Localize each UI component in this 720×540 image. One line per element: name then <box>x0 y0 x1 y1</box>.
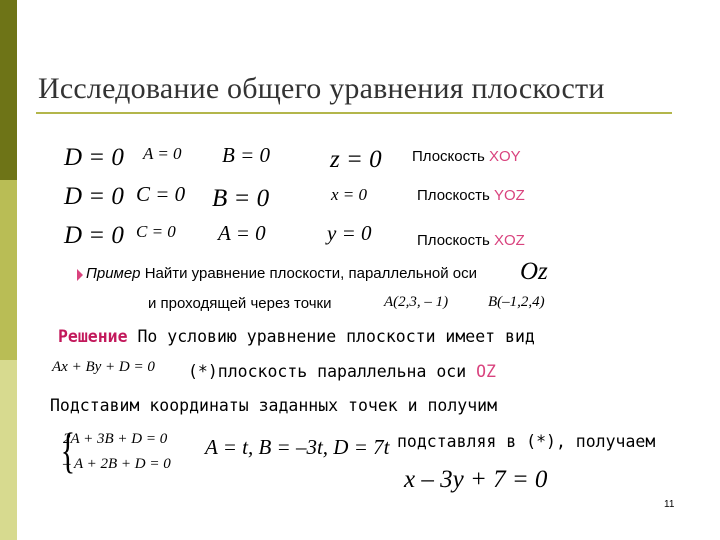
sidebar-band-light <box>0 360 17 540</box>
row1-equation: z = 0 <box>330 146 382 173</box>
solution-substituting-text: подставляя в (*), получаем <box>397 432 656 451</box>
row2-cond-b: B = 0 <box>212 185 270 212</box>
example-label: Пример <box>86 265 141 282</box>
row2-cond-d: D = 0 <box>64 183 124 210</box>
example-axis-oz: Oz <box>520 258 548 285</box>
solution-note-axis: OZ <box>476 362 496 381</box>
example-text1: Найти уравнение плоскости, параллельной оси <box>144 265 477 282</box>
solution-line <box>58 329 535 346</box>
row1-plane-axes: XOY <box>488 148 521 165</box>
row2-cond-c: C = 0 <box>136 182 186 206</box>
row3-cond-c: C = 0 <box>136 222 176 241</box>
row3-plane-prefix: Плоскость <box>417 232 490 249</box>
example-point-b: B(–1,2,4) <box>488 294 545 310</box>
row2-equation: x = 0 <box>331 185 368 204</box>
solution-general-equation: Ax + By + D = 0 <box>52 359 155 375</box>
solution-result-equation: x – 3y + 7 = 0 <box>404 466 548 493</box>
slide-title: Исследование общего уравнения плоскости <box>38 72 605 105</box>
row1-plane-prefix: Плоскость <box>412 148 485 165</box>
row3-equation: y = 0 <box>327 221 372 245</box>
bullet-arrow-icon <box>77 269 83 281</box>
sidebar-band-mid <box>0 180 17 360</box>
row3-plane-label <box>417 233 525 248</box>
row2-plane-axes: YOZ <box>493 187 525 204</box>
row1-cond-d: D = 0 <box>64 144 124 171</box>
system-equation-1: 2A + 3B + D = 0 <box>63 431 168 447</box>
row1-plane-label <box>412 149 521 164</box>
row1-cond-a: A = 0 <box>143 144 182 163</box>
example-point-a: A(2,3, – 1) <box>384 294 449 310</box>
row2-plane-prefix: Плоскость <box>417 187 490 204</box>
row2-plane-label <box>417 188 525 203</box>
solution-parameters: A = t, B = –3t, D = 7t <box>205 435 390 459</box>
system-equation-2: – A + 2B + D = 0 <box>63 456 171 472</box>
example-text2: и проходящей через точки <box>148 295 332 312</box>
page-number: 11 <box>664 499 675 510</box>
row3-cond-d: D = 0 <box>64 222 124 249</box>
solution-note-prefix: (*)плоскость параллельна оси <box>188 362 467 381</box>
row3-plane-axes: XOZ <box>493 232 525 249</box>
sidebar-band-dark <box>0 0 17 180</box>
row3-cond-a: A = 0 <box>218 221 266 245</box>
row1-cond-b: B = 0 <box>222 143 270 167</box>
solution-text: По условию уравнение плоскости имеет вид <box>137 327 535 346</box>
solution-note <box>188 364 496 381</box>
example-line1 <box>86 266 477 281</box>
solution-label: Решение <box>58 327 128 346</box>
title-underline <box>36 112 672 114</box>
solution-substitute-text: Подставим координаты заданных точек и получим <box>50 396 498 415</box>
system-brace: { <box>60 422 76 478</box>
